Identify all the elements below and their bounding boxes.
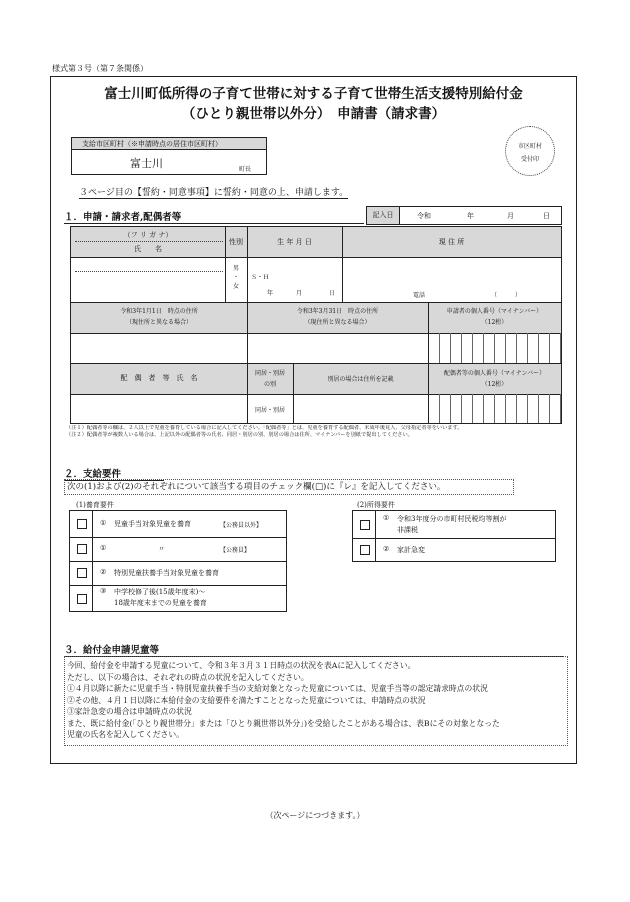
req1b-tag: 【公務員】 — [220, 547, 251, 554]
req1b-text: 〃 — [158, 545, 165, 553]
sex-options[interactable] — [225, 264, 247, 291]
stamp-line2: 受付印 — [520, 156, 539, 163]
municipality-value[interactable]: 富士川 — [130, 157, 163, 170]
pledge-text: ３ページ目の【誓約・同意事項】に誓約・同意の上、申請します。 — [79, 185, 348, 199]
income-requirements — [352, 510, 556, 562]
mynumber-sub: （12桁） — [481, 319, 508, 326]
req1b-num: ① — [100, 544, 107, 552]
addr-mar31-sub: （現住所と異なる場合） — [304, 319, 371, 326]
phone-label: 電話 — [413, 292, 426, 299]
req3-text: 中学校修了後(15歳年度末)～ — [114, 588, 206, 596]
section3-line1: 今回、給付金を申請する児童について、令和３年３月３１日時点の状況を表Aに記入してください。 — [67, 661, 416, 670]
reception-stamp — [505, 126, 555, 176]
spouse-name-header: 配 偶 者 等 氏 名 — [120, 374, 198, 382]
entry-date-era: 令和 — [417, 212, 431, 220]
addr-mar31-header: 令和3年3月31日 時点の住所 — [296, 308, 379, 315]
note2: （注２）配偶者等が複数人いる場合は、上記以外の配偶者等の氏名、同居・別居の別、別居の場合は住所、マイナンバーを別紙で提出してください。 — [66, 432, 413, 438]
req1-num: ① — [100, 519, 107, 527]
title-line1: 富士川町低所得の子育て世帯に対する子育て世帯生活支援特別給付金 — [104, 86, 523, 102]
req2-num: ② — [100, 568, 107, 576]
section3-line5: ③家計急変の場合は申請時点の状況 — [67, 707, 192, 716]
birth-era[interactable]: Ｓ・Ｈ — [251, 274, 270, 281]
section3-instructions — [64, 656, 568, 746]
income1-text: 令和3年度分の市町村民税均等割が — [397, 515, 507, 523]
income1-text2: 非課税 — [397, 526, 418, 534]
section2-heading: ２．支給要件 — [64, 466, 164, 481]
form-id: 様式第３号（第７条関係） — [52, 64, 148, 73]
current-address-field[interactable] — [343, 257, 561, 302]
birth-day-label: 日 — [329, 290, 336, 297]
furigana-header: （フ リ ガ ナ） — [123, 231, 173, 239]
right-req-title: (2)所得要件 — [357, 501, 395, 509]
municipality-label: 支給市区町村（※申請時点の居住市区町村） — [72, 138, 266, 150]
req2-text: 特別児童扶養手当対象児童を養育 — [114, 569, 219, 577]
check-income2[interactable] — [360, 545, 370, 555]
spouse-mynumber-field[interactable] — [429, 394, 561, 423]
income2-text: 家計急変 — [397, 546, 425, 554]
birthdate-header: 生 年 月 日 — [277, 238, 312, 246]
cohabit-sub: の別 — [263, 381, 276, 388]
addr-mar31-field[interactable] — [248, 333, 428, 363]
check-req3[interactable] — [77, 594, 87, 604]
cohabit-value[interactable]: 同居・別居 — [254, 407, 285, 414]
check-req1-nonpublic[interactable] — [77, 519, 87, 529]
cohabit-header: 同居・別居 — [254, 370, 285, 377]
phone-field[interactable]: （ ） — [491, 292, 522, 299]
applicant-name-field[interactable] — [71, 257, 225, 302]
address-header: 現 住 所 — [438, 238, 465, 246]
notes — [66, 425, 571, 439]
entry-date-box — [366, 206, 562, 225]
sex-female: 女 — [232, 283, 239, 290]
entry-date-year: 年 — [467, 212, 474, 220]
section3-heading: ３．給付金申請児童等 — [64, 642, 564, 657]
footer-continued: （次ページにつづきます。） — [265, 811, 365, 820]
section3-line7: 児童の氏名を記入してください。 — [67, 730, 184, 739]
entry-date-day: 日 — [543, 212, 550, 220]
spouse-mynumber-sub: （12桁） — [481, 381, 508, 388]
section3-line2: ただし、以下の場合は、それぞれの時点の状況を記入してください。 — [67, 672, 309, 682]
req1-text: 児童手当対象児童を養育 — [114, 520, 191, 528]
section3-line4: ②その他、４月１日以降に本給付金の支給要件を満たすこととなった児童については、申請時点の状況 — [67, 695, 426, 705]
check-income1[interactable] — [360, 520, 370, 530]
applicant-table — [70, 226, 562, 424]
sex-header: 性別 — [229, 238, 243, 246]
section3-line3: ①４月以降に新たに児童手当・特別児童扶養手当の支給対象となった児童については、児童手当等の認定請求時点の状況 — [67, 684, 488, 693]
spouse-name-field[interactable] — [71, 394, 247, 423]
entry-date-label: 記入日 — [367, 207, 400, 224]
entry-date-month: 月 — [507, 212, 514, 220]
sex-male: 男 — [232, 265, 239, 272]
note1: （注１）配偶者等の欄は、２人以上で児童を養育している場合に記入してください。「配偶者等」とは、児童を養育する配偶者、未成年後見人、父母指定者等をいいます。 — [66, 425, 463, 431]
stamp-line1: 市区町村 — [517, 143, 542, 150]
title-line2: （ひとり親世帯以外分） 申請書（請求書） — [181, 106, 446, 122]
municipality-box — [71, 137, 267, 175]
municipality-suffix: 町長 — [239, 166, 252, 173]
section1-heading: １．申請・請求者,配偶者等 — [64, 209, 364, 224]
name-header: 氏 名 — [134, 245, 162, 253]
income1-num: ① — [383, 514, 390, 522]
addr-jan1-header: 令和3年1月1日 時点の住所 — [120, 308, 198, 315]
addr-jan1-field[interactable] — [71, 333, 247, 363]
req1-tag: 【公務員以外】 — [220, 522, 263, 529]
section2-instruction: 次の(1)および(2)のそれぞれについて該当する項目のチェック欄(□)に『レ』を記入してください。 — [64, 479, 514, 495]
req3-num: ③ — [100, 587, 107, 595]
birth-year-label: 年 — [267, 290, 274, 297]
income2-num: ② — [383, 545, 390, 553]
check-req2[interactable] — [77, 568, 87, 578]
req3-text2: 18歳年度末までの児童を養育 — [114, 599, 207, 607]
left-req-title: (1)養育要件 — [76, 501, 114, 509]
sex-dot: ・ — [232, 274, 239, 281]
separate-addr-header: 別居の場合は住所を記載 — [327, 376, 394, 383]
mynumber-field[interactable] — [429, 333, 561, 363]
mynumber-header: 申請者の個人番号（マイナンバー） — [446, 308, 543, 315]
separate-addr-field[interactable] — [294, 394, 428, 423]
birth-month-label: 月 — [296, 290, 303, 297]
spouse-mynumber-header: 配偶者等の個人番号（マイナンバー） — [443, 370, 546, 377]
addr-jan1-sub: （現住所と異なる場合） — [125, 319, 192, 326]
section3-line6: また、既に給付金(「ひとり親世帯分」または「ひとり親世帯以外分」)を受給したことがある場合は、表Bにその対象となった — [67, 718, 500, 728]
child-rearing-requirements — [69, 510, 287, 612]
check-req1-public[interactable] — [77, 544, 87, 554]
